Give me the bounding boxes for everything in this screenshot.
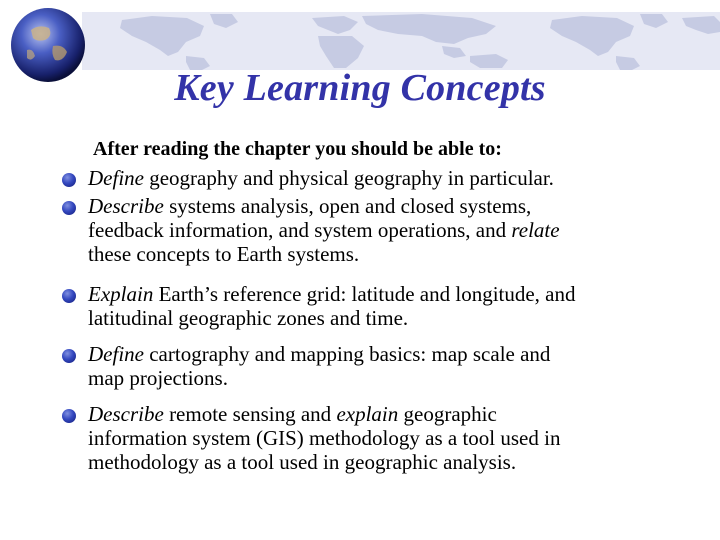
objective-line xyxy=(88,342,688,366)
objective-line xyxy=(88,402,688,426)
text-segment: remote sensing and xyxy=(163,402,337,426)
emphasized-verb: Describe xyxy=(88,402,164,426)
emphasized-verb: Describe xyxy=(88,194,164,218)
objective-line xyxy=(88,242,688,266)
objective-line xyxy=(88,194,688,218)
emphasized-verb: Define xyxy=(88,166,144,190)
emphasized-verb: relate xyxy=(511,218,560,242)
text-segment: geography and physical geography in particular. xyxy=(143,166,554,190)
bullet-icon xyxy=(62,349,76,363)
objective-line xyxy=(88,166,688,190)
text-segment: cartography and mapping basics: map scale and xyxy=(143,342,551,366)
text-segment: these concepts to Earth systems. xyxy=(88,242,360,266)
objective-line xyxy=(88,218,688,242)
objective-line xyxy=(88,450,688,474)
text-segment: Earth’s reference grid: latitude and longitude, and xyxy=(153,282,576,306)
objective-text xyxy=(88,342,688,390)
bullet-icon xyxy=(62,289,76,303)
objective-line xyxy=(88,282,688,306)
objective-text xyxy=(88,402,688,474)
world-map-banner xyxy=(82,12,720,70)
intro-text: After reading the chapter you should be able to: xyxy=(93,138,502,160)
text-segment: methodology as a tool used in geographic analysis. xyxy=(88,450,517,474)
bullet-icon xyxy=(62,201,76,215)
text-segment: latitudinal geographic zones and time. xyxy=(88,306,409,330)
emphasized-verb: explain xyxy=(336,402,399,426)
text-segment: geographic xyxy=(398,402,497,426)
bullet-icon xyxy=(62,409,76,423)
text-segment: systems analysis, open and closed systems, xyxy=(163,194,532,218)
objective-text xyxy=(88,166,688,190)
text-segment: feedback information, and system operations, and xyxy=(88,218,512,242)
emphasized-verb: Explain xyxy=(88,282,154,306)
emphasized-verb: Define xyxy=(88,342,144,366)
bullet-icon xyxy=(62,173,76,187)
objective-text xyxy=(88,194,688,266)
text-segment: map projections. xyxy=(88,366,228,390)
objective-line xyxy=(88,426,688,450)
slide-title: Key Learning Concepts xyxy=(174,67,546,109)
text-segment: information system (GIS) methodology as a tool used in xyxy=(88,426,561,450)
objective-line xyxy=(88,366,688,390)
objective-text xyxy=(88,282,688,330)
objective-line xyxy=(88,306,688,330)
